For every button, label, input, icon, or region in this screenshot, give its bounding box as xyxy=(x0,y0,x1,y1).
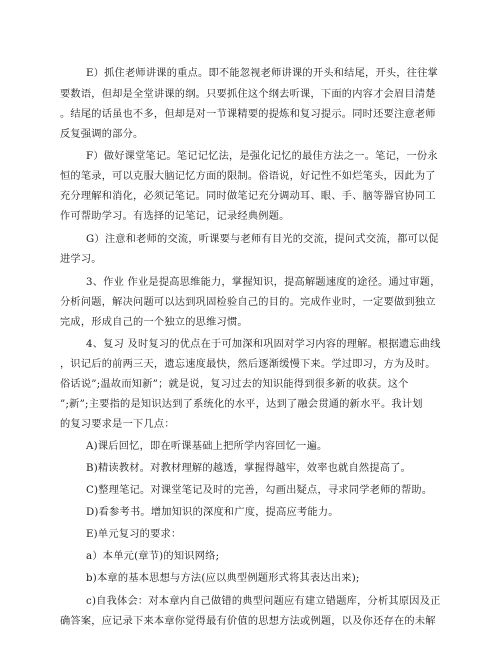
list-item-c: C)整理笔记。对课堂笔记及时的完善，勾画出疑点，寻求同学老师的帮助。 xyxy=(86,485,433,496)
text-line: F）做好课堂笔记。笔记记忆法，是强化记忆的最佳方法之一。笔记，一份永 xyxy=(86,151,438,162)
text-line: 恒的笔录，可以克服大脑记忆方面的限制。俗语说，好记性不如烂笔头，因此为了 xyxy=(60,171,436,182)
text-line: 分析问题，解决问题可以达到巩固检验自己的目的。完成作业时，一定要做到独立 xyxy=(60,297,436,308)
text-line: 确答案，应记录下来本章你觉得最有价值的思想方法或例题，以及你还存在的未解 xyxy=(60,616,436,627)
list-item-b: B)精读教材。对教材理解的越透，掌握得越牢，效率也就自然提高了。 xyxy=(86,463,412,474)
text-line: ，识记后的前两三天，遗忘速度最快，然后逐渐缓慢下来。学过即习，方为及时。 xyxy=(60,359,436,370)
text-line: 。结尾的话虽也不多，但却是对一节课精要的提炼和复习提示。同时还要注意老师 xyxy=(60,109,436,120)
text-line: 反复强调的部分。 xyxy=(60,129,144,140)
text-line: 进学习。 xyxy=(60,254,102,265)
text-line: 的复习要求是一下几点： xyxy=(60,419,175,430)
text-line: 要数语，但却是全堂讲课的纲。只要抓住这个纲去听课，下面的内容才会眉目清楚 xyxy=(60,89,436,100)
list-item-a: A)课后回忆，即在听课基础上把所学内容回忆一遍。 xyxy=(86,441,328,452)
text-line: 作可帮助学习。有选择的记笔记，记录经典例题。 xyxy=(60,211,290,222)
list-item-e-b: b)本章的基本思想与方法(应以典型例题形式将其表达出来); xyxy=(86,573,360,584)
text-line: 完成，形成自己的一个独立的思维习惯。 xyxy=(60,317,248,328)
text-line: 俗话说”;温故而知新”；就是说，复习过去的知识能得到很多新的收获。这个 xyxy=(60,379,409,390)
list-item-d: D)看参考书。增加知识的深度和广度，提高应考能力。 xyxy=(86,507,339,518)
text-line: c)自我体会：对本章内自己做错的典型问题应有建立错题库，分析其原因及正 xyxy=(86,596,441,607)
text-line: 充分理解和消化，必须记笔记。同时做笔记充分调动耳、眼、手、脑等器官协同工 xyxy=(60,191,436,202)
text-line: 3、作业 作业是提高思维能力，掌握知识，提高解题速度的途径。通过审题， xyxy=(86,277,441,288)
list-item-e-a: a）本单元(章节)的知识网络; xyxy=(86,551,220,562)
text-line: E）抓住老师讲课的重点。即不能忽视老师讲课的开头和结尾，开头，往往掌 xyxy=(86,68,439,79)
text-line: 4、复习 及时复习的优点在于可加深和巩固对学习内容的理解。根据遗忘曲线 xyxy=(86,339,441,350)
list-item-e: E)单元复习的要求： xyxy=(86,529,182,540)
text-line: ”;新”;主要指的是知识达到了系统化的水平，达到了融会贯通的新水平。我计划 xyxy=(60,399,423,410)
text-line: G）注意和老师的交流，听课要与老师有目光的交流，提问式交流，都可以促 xyxy=(86,234,439,245)
